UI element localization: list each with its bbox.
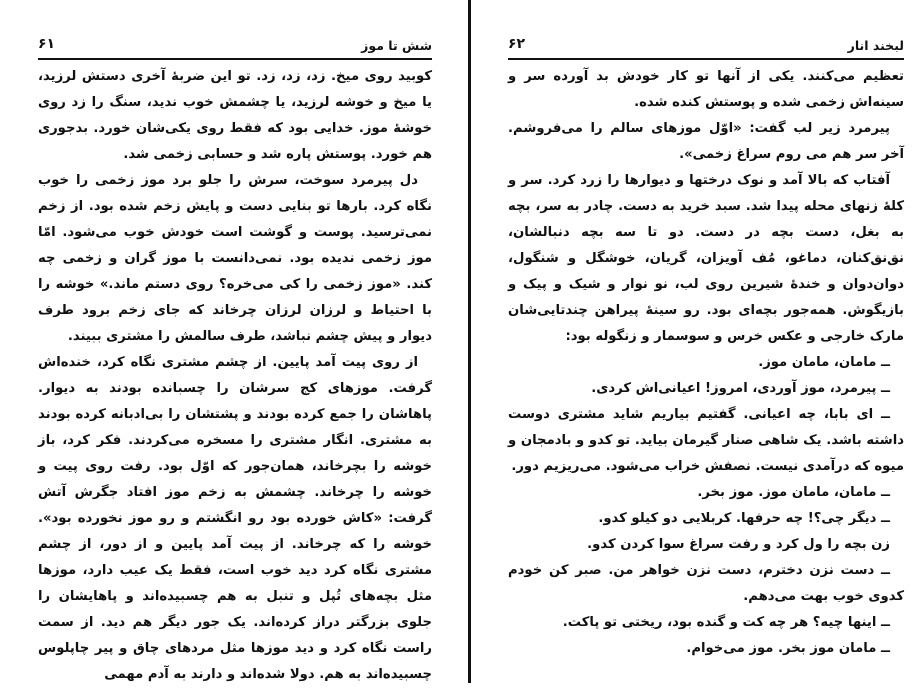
left-header-rule	[38, 58, 432, 60]
left-page-title: شش تا موز	[361, 38, 432, 53]
dialogue-line: ــ دیگر چی؟! چه حرفها. کربلایی دو کیلو کدو.	[598, 511, 890, 526]
dialogue-line: ــ پیرمرد، موز آوردی، امروز! اعیانی‌اش کردی.	[591, 381, 890, 396]
right-page	[472, 0, 916, 683]
right-header-rule	[508, 58, 904, 60]
right-page-body	[508, 64, 904, 662]
paragraph: کوبید روی میخ. زد، زد، زد. تو این ضربهٔ آخری دستش لرزید، یا میخ و خوشه لرزید، یا چشمش خوب ندید، سنگ را زد روی خوشهٔ موز. خدایی بود که فقط روی یکی‌شان خورد. بدجوری هم خورد. پوستش پاره شد و حسابی زخمی شد.	[38, 69, 432, 162]
left-page-body	[38, 64, 432, 688]
dialogue-line: ــ اینها چیه؟ هر چه کت و گنده بود، ریختی تو پاکت.	[562, 615, 890, 630]
left-page-number: ۶۱	[38, 36, 56, 52]
right-page-title: لبخند انار	[847, 38, 904, 53]
paragraph: آفتاب که بالا آمد و نوک درختها و دیوارها را زرد کرد. سر و کلهٔ زنهای محله پیدا شد. سبد خرید به دست. چادر به سر، بچه به بغل، دست بچه در دست. دو تا سه بچه دنبالشان، نق‌نق‌کنان، دماغو، مُف آویزان، گریان، خوشگل و شنگول، دوان‌دوان و خندهٔ شیرین روی لب، نو نوار و شیک و پیک و بازیگوش. همه‌جور بچه‌ای بود. رو سینهٔ پیراهن چندتایی‌شان مارک خارجی و عکس خرس و سوسمار و زنگوله بود:	[508, 173, 904, 344]
dialogue-line: ــ مامان، مامان موز.	[758, 355, 890, 370]
paragraph: تعظیم می‌کنند. یکی از آنها تو کار خودش بد آورده سر و سینه‌اش زخمی شده و پوستش کنده شده.	[508, 69, 904, 110]
right-page-number: ۶۲	[508, 36, 526, 52]
dialogue-line: ــ ای بابا، چه اعیانی. گفتیم بیاریم شاید مشتری دوست داشته باشد. یک شاهی صنار گیرمان بیاید. تو کدو و بادمجان و میوه که درآمدی نیست. نصفش خراب می‌شود. می‌ریزیم دور.	[508, 407, 904, 474]
dialogue-line: ــ دست نزن دخترم، دست نزن خواهر من. صبر کن خودم کدوی خوب بهت می‌دهم.	[508, 563, 904, 604]
paragraph: زن بچه را ول کرد و رفت سراغ سوا کردن کدو.	[587, 537, 890, 552]
paragraph: پیرمرد زیر لب گفت: «اوّل موزهای سالم را می‌فروشم. آخر سر هم می روم سراغ زخمی».	[508, 121, 904, 162]
left-page-header	[38, 36, 432, 58]
page-gutter-divider	[468, 0, 471, 683]
paragraph: از روی پیت آمد پایین. از چشم مشتری نگاه کرد، خنده‌اش گرفت. موزهای کج سرشان را چسبانده بودند به دیوار. پاهاشان را جمع کرده بودند و پشتشان را بی‌ادبانه کرده بودند به مشتری. انگار مشتری را مسخره می‌کردند. فکر کرد، باز خوشه را بچرخاند، همان‌جور که اوّل بود. رفت روی پیت و خوشه را چرخاند. چشمش به زخم موز افتاد جگرش آتش گرفت: «کاش خورده بود رو انگشتم و رو موز نخورده بود». خوشه را که چرخاند. از پیت آمد پایین و از دور، از چشم مشتری نگاه کرد دید خوب است، فقط یک عیب دارد، موزها مثل بچه‌های تُپل و تنبل به هم چسبیده‌اند و پاهایشان را جلوی بزرگتر دراز کرده‌اند. یک جور دیگر هم دید. از سمت راست نگاه کرد و دید موزها مثل مردهای چاق و پیر چاپلوس چسبیده‌اند به هم. دولا شده‌اند و دارند به آدم مهمی	[38, 355, 432, 682]
paragraph: دل پیرمرد سوخت، سرش را جلو برد موز زخمی را خوب نگاه کرد. بارها تو بنایی دست و پایش زخم شده بود. از زخم نمی‌ترسید. پوست و گوشت است خودش خوب می‌شود. امّا موز زخمی ندیده بود. نمی‌دانست با موز گران و زخمی چه کند. «موز زخمی را کی می‌خره؟ روی دستم ماند.» خوشه را با احتیاط و لرزان لرزان چرخاند که جای زخم برود طرف دیوار و پیش چشم نباشد، طرف سالمش را مشتری ببیند.	[38, 173, 432, 344]
dialogue-line: ــ مامان موز بخر. موز می‌خوام.	[686, 641, 890, 656]
dialogue-line: ــ مامان، مامان موز. موز بخر.	[697, 485, 890, 500]
right-page-header	[508, 36, 904, 58]
